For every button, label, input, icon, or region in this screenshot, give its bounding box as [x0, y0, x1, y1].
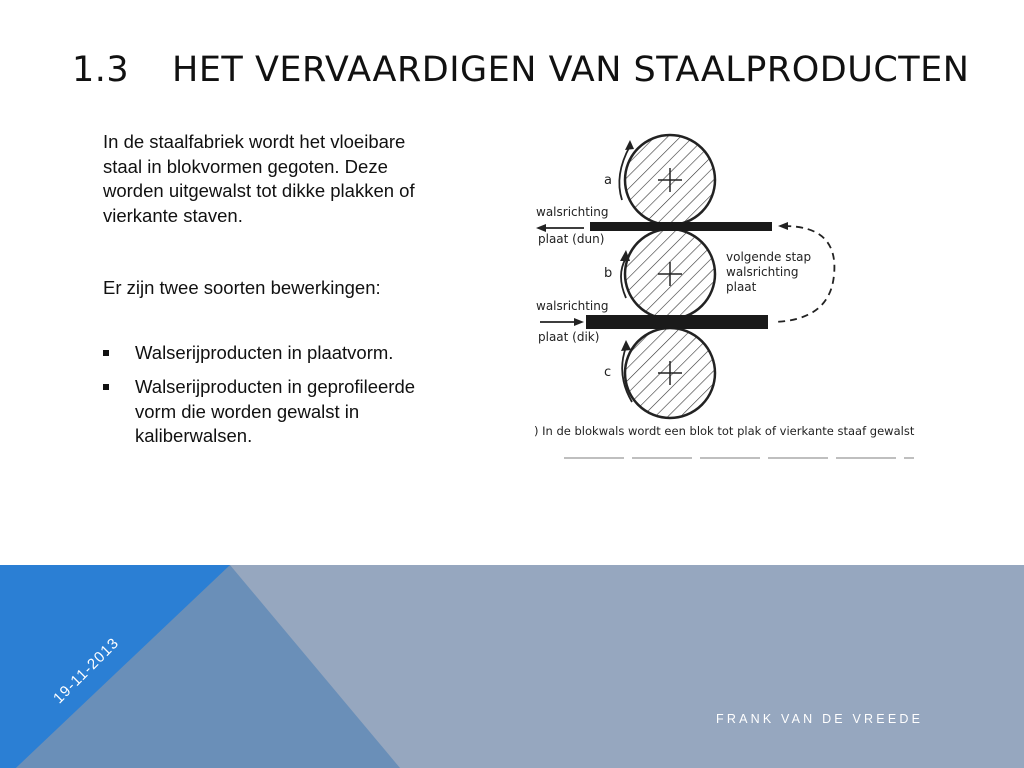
- bullet-list: [103, 341, 433, 449]
- roll-c: [625, 328, 715, 418]
- label-plaat-right: plaat: [726, 280, 757, 294]
- label-walsrichting-bottom: walsrichting: [536, 299, 609, 313]
- content-text-block: [103, 130, 433, 459]
- list-item: [103, 341, 433, 366]
- label-plaat-dik: plaat (dik): [538, 330, 600, 344]
- rolling-mill-diagram: [534, 130, 944, 465]
- roll-b: [625, 229, 715, 319]
- slide-author: FRANK VAN DE VREEDE: [716, 712, 924, 726]
- roll-label-a: a: [604, 173, 612, 188]
- footer-band: [0, 565, 1024, 768]
- slide-title: [72, 50, 969, 90]
- label-walsrichting-top: walsrichting: [536, 205, 609, 219]
- plate-thick: [586, 315, 768, 329]
- figure-caption: ) In de blokwals wordt een blok tot plak of vierkante staaf gewalst: [534, 424, 915, 438]
- square-bullet-icon: [103, 350, 109, 356]
- paragraph-intro: In de staalfabriek wordt het vloeibare staal in blokvormen gegoten. Deze worden uitgewalst tot dikke plakken of vierkante staven.: [103, 131, 415, 226]
- plate-thin: [590, 222, 772, 231]
- roll-label-c: c: [604, 365, 612, 380]
- roll-label-b: b: [604, 266, 613, 281]
- square-bullet-icon: [103, 384, 109, 390]
- paragraph-bewerkingen: Er zijn twee soorten bewerkingen:: [103, 277, 381, 298]
- slide-title-text: HET VERVAARDIGEN VAN STAALPRODUCTEN: [172, 50, 970, 90]
- label-volgende-stap: volgende stap: [726, 250, 812, 264]
- label-plaat-dun: plaat (dun): [538, 232, 605, 246]
- list-item-text: Walserijproducten in plaatvorm.: [135, 341, 394, 363]
- list-item: [103, 375, 433, 449]
- list-item-text: Walserijproducten in geprofileerde vorm die worden gewalst in kaliberwalsen.: [135, 376, 416, 446]
- roll-a: [625, 135, 715, 225]
- slide-number: 1.3: [72, 50, 130, 90]
- label-walsrichting-right: walsrichting: [726, 265, 799, 279]
- slide-date: 19-11-2013: [50, 634, 123, 708]
